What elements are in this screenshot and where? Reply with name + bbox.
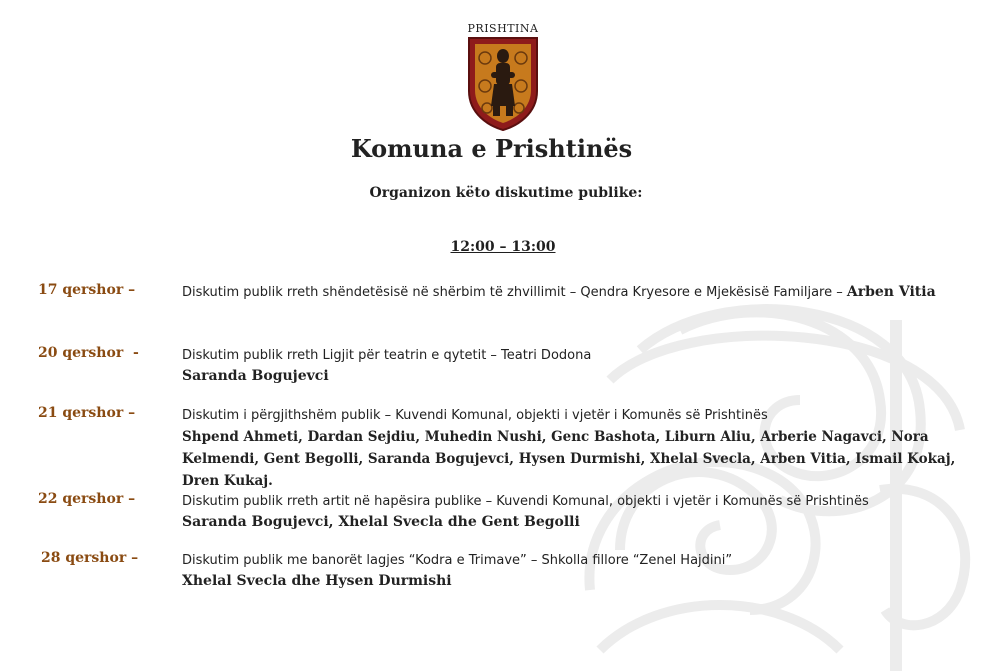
page-subtitle: Organizon këto diskutime publike: [369, 185, 643, 201]
event-topic: Diskutim publik rreth artit në hapësira publike – Kuvendi Komunal, objekti i vjetër i Komunës së Prishtinës [182, 494, 869, 509]
event-people: Arben Vitia [846, 284, 936, 300]
prishtina-logo [462, 22, 544, 132]
event-people: Shpend Ahmeti, Dardan Sejdiu, Muhedin Nushi, Genc Bashota, Liburn Aliu, Arberie Nagavci, Nora Kelmendi, Gent Begolli, Saranda Bogujevci, Hysen Durmishi, Xhelal Svecla, Arben Vitia, Ismail Kokaj, Dren Kukaj. [182, 429, 956, 489]
logo-text: PRISHTINA [467, 22, 539, 35]
event-topic: Diskutim publik rreth Ligjit për teatrin e qytetit – Teatri Dodona [182, 348, 592, 363]
time-range: 12:00 – 13:00 [450, 239, 556, 255]
event-topic: Diskutim publik me banorët lagjes “Kodra e Trimave” – Shkolla fillore “Zenel Hajdini” [182, 553, 733, 568]
event-topic: Diskutim i përgjithshëm publik – Kuvendi Komunal, objekti i vjetër i Komunës së Prishtinës [182, 408, 768, 423]
event-date: 17 qershor – [38, 282, 136, 298]
event-date: 22 qershor – [38, 491, 136, 507]
event-date: 28 qershor – [41, 550, 139, 566]
event-description [182, 282, 972, 303]
event-date: 21 qershor – [38, 405, 136, 421]
event-description [182, 550, 972, 592]
event-description [182, 491, 972, 533]
event-date: 20 qershor - [38, 345, 139, 361]
event-topic: Diskutim publik rreth shëndetësisë në shërbim të zhvillimit – Qendra Kryesore e Mjekësisë Familjare – [182, 285, 847, 300]
page-title: Komuna e Prishtinës [350, 134, 633, 163]
event-people: Saranda Bogujevci [182, 368, 329, 384]
event-description [182, 405, 977, 492]
event-description [182, 345, 972, 387]
shield-emblem-icon [467, 36, 539, 131]
event-people: Saranda Bogujevci, Xhelal Svecla dhe Gent Begolli [182, 514, 580, 530]
event-people: Xhelal Svecla dhe Hysen Durmishi [182, 573, 452, 589]
